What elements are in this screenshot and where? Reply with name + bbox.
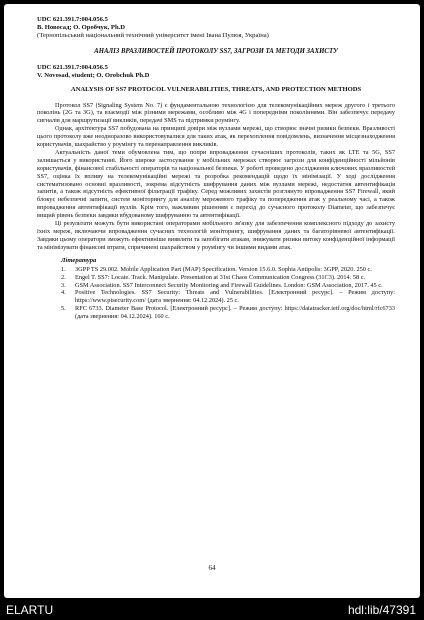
- paragraph: Однак, архітектура SS7 побудована на принципі довіри між вузлами мережі, що створює значні ризики безпеки. Вразливості цього протоколу вже неодноразово використовувалися для таких атак, як перехоплення повідомлень, визначення місцезнаходження користувачів, шахрайство у роумінгу та перенаправлення викликів.: [37, 125, 395, 149]
- reference-number: 5.: [61, 305, 66, 313]
- reference-item: [61, 305, 395, 321]
- reference-item: [61, 274, 395, 282]
- reference-text: 3GPP TS 29.002. Mobile Application Part (MAP) Specification. Version 15.6.0. Sophia Antipolis: 3GPP, 2020. 250 с.: [75, 265, 372, 273]
- reference-item: [61, 282, 395, 290]
- repository-label: ELARTU: [6, 603, 54, 617]
- reference-text: RFC 6733. Diameter Base Protocol. [Електронний ресурс]. – Режим доступу: https://datatracker.ietf.org/doc/html/rfc6733 (дата звернення: 04.12.2024). 160 с.: [75, 305, 395, 321]
- title-uk: АНАЛІЗ ВРАЗЛИВОСТЕЙ ПРОТОКОЛУ SS7, ЗАГРОЗИ ТА МЕТОДИ ЗАХИСТУ: [94, 48, 338, 55]
- affiliation: (Тернопільський національний технічний університет імені Івана Пулюя, Україна): [37, 32, 269, 39]
- authors-en: V. Novosad, student; O. Orobchuk Ph.D: [37, 72, 150, 79]
- page-number: 64: [208, 564, 216, 572]
- reference-text: GSM Association. SS7 Interconnect Security Monitoring and Firewall Guidelines. London: GSM Association, 2017. 45 с.: [75, 281, 383, 289]
- page-content: [37, 16, 395, 321]
- reference-number: 2.: [61, 273, 66, 281]
- reference-number: 4.: [61, 289, 66, 297]
- references-heading: Література: [61, 256, 97, 264]
- references-list: [37, 266, 395, 321]
- document-page: [4, 4, 420, 598]
- reference-text: Positive Technologies. SS7 Security: Threats and Vulnerabilities. [Електронний ресурс]. – Режим доступу: https://www.ptsecurity.com/ (дата звернення: 04.12.2024). 25 с.: [75, 289, 395, 305]
- paragraph: Протокол SS7 (Signaling System No. 7) є фундаментальною технологією для телекомунікаційних мереж другого і третього поколінь (2G та 3G), та взаємодії між різними мережами, особливо між 4G і попередніми поколіннями. Він забезпечує передачу сигналів для маршрутизації викликів, передачі SMS та підтримки роумінгу.: [37, 101, 395, 125]
- udc-code: UDC 621.391.7:004.056.5: [37, 16, 108, 23]
- reference-number: 3.: [61, 281, 66, 289]
- udc-code-en: UDC 621.391.7:004.056.5: [37, 64, 108, 71]
- reference-text: Engel T. SS7: Locate. Track. Manipulate. Presentation at 31st Chaos Communication Congress (31C3). 2014. 58 с.: [75, 273, 366, 281]
- title-en: ANALYSIS OF SS7 PROTOCOL VULNERABILITIES, THREATS, AND PROTECTION METHODS: [70, 86, 362, 93]
- reference-item: [61, 266, 395, 274]
- paragraph: Актуальність даної теми обумовлена тим, що попри впровадження сучасніших протоколів, таких як LTE та 5G, SS7 залишається у використанні. Його широке застосування у мобільних мережах створює загрози для конфіденційності мільйонів користувачів, фінансової стабільності операторів та національної безпеки. У роботі проведено дослідження ключових вразливостей SS7, оцінка їх впливу на телекомунікаційні мережі та розробка рекомендацій щодо їх мінімізації. У ході дослідження систематизовано основні вразливості, зокрема відсутність шифрування даних між вузлами мережі, недостатня автентифікація запитів, а також відсутність ефективної фільтрації трафіку. Серед можливих захистів розглянуто впровадження SS7 Firewall, який блокує небезпечні запити, систем моніторингу для аналізу мережевого трафіку та попередження атак у реальному часі, а також впровадження автентифікації вузлів. Крім того, важливим рішенням є перехід до сучасного протоколу Diameter, що забезпечує вищий рівень безпеки завдяки вбудованому шифруванню та автентифікації.: [37, 148, 395, 220]
- paragraph: Ці результати можуть бути використані операторами мобільного зв'язку для забезпечення комплексного підходу до захисту їхніх мереж, включаючи впровадження сучасних технологій моніторингу, шифрування даних та багаторівневої автентифікації. Завдяки цьому оператори зможуть ефективніше виявляти та запобігати атакам, знижувати ризики витоку конфіденційної інформації та мінімізувати фінансові втрати, спричинені шахрайством у роумінгу чи іншими видами атак.: [37, 220, 395, 251]
- reference-item: [61, 289, 395, 305]
- viewer-footer: [0, 600, 424, 620]
- authors-uk: В. Новосад; О. Оробчук, Ph.D: [37, 24, 126, 31]
- handle-label: hdl:lib/47391: [347, 603, 416, 617]
- reference-number: 1.: [61, 265, 66, 273]
